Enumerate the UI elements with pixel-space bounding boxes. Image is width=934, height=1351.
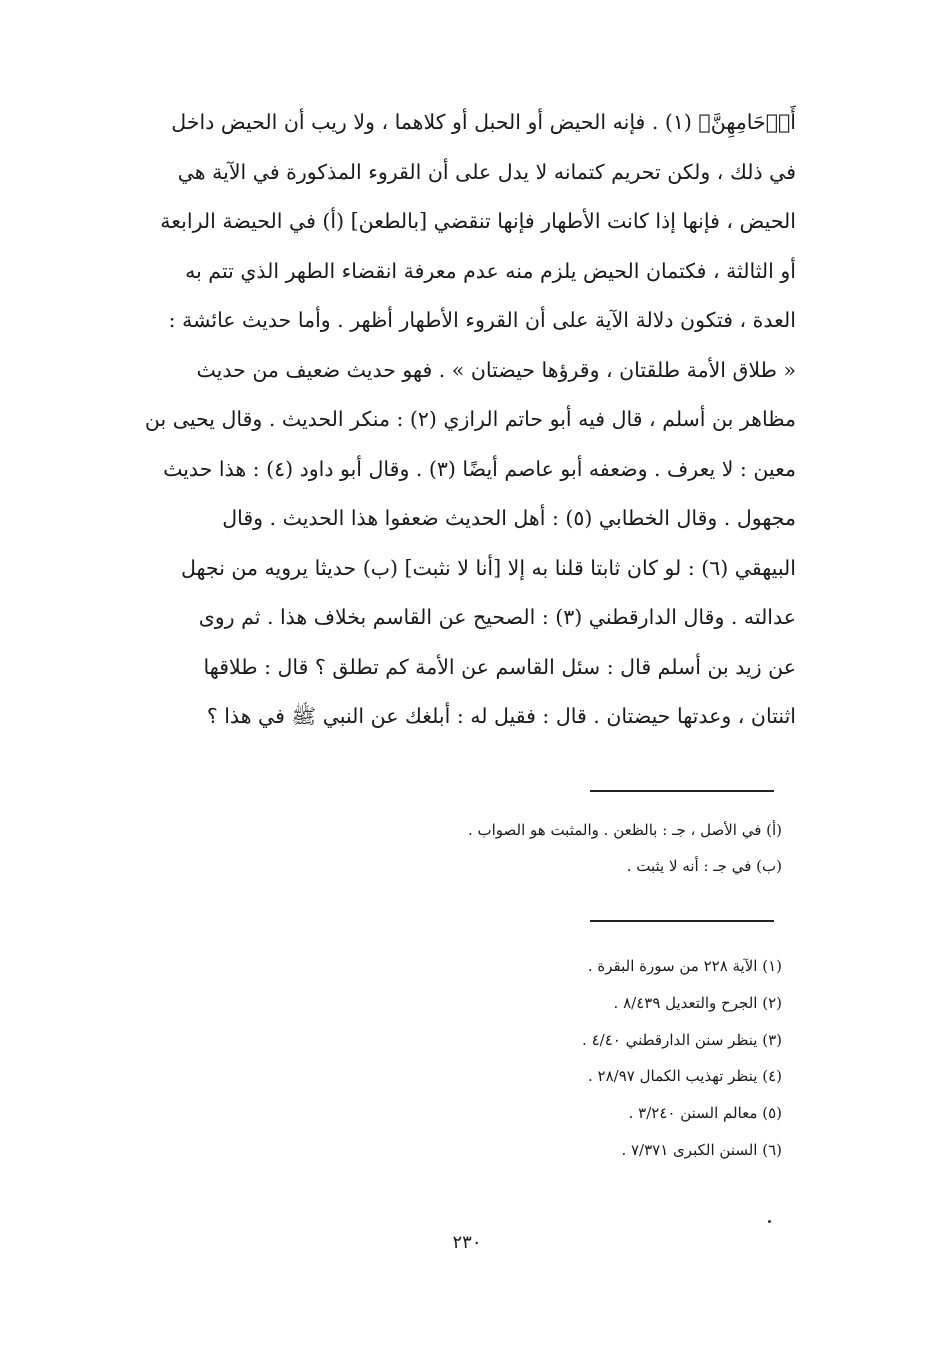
footnote: (٢) الجرح والتعديل ٨/٤٣٩ . [613, 993, 782, 1012]
body-line: مجهول . وقال الخطابي (٥) : أهل الحديث ضعفوا هذا الحديث . وقال [222, 506, 796, 530]
body-line: العدة ، فتكون دلالة الآية على أن القروء الأطهار أظهر . وأما حديث عائشة : [168, 308, 796, 332]
page-number: ٢٣٠ [452, 1232, 482, 1253]
body-line: « طلاق الأمة طلقتان ، وقرؤها حيضتان » . فهو حديث ضعيف من حديث [196, 357, 796, 382]
body-line: أو الثالثة ، فكتمان الحيض يلزم منه عدم معرفة انقضاء الطهر الذي تتم به [185, 258, 796, 283]
footnote: (١) الآية ٢٢٨ من سورة البقرة . [587, 957, 782, 975]
body-line: معين : لا يعرف . وضعفه أبو عاصم أيضًا (٣) . وقال أبو داود (٤) : هذا حديث [163, 456, 796, 481]
variant-notes [468, 812, 782, 884]
footnote: (٥) معالم السنن ٣/٢٤٠ . [628, 1104, 782, 1123]
body-text [120, 98, 796, 742]
body-line: عدالته . وقال الدارقطني (٣) : الصحيح عن القاسم بخلاف هذا . ثم روى [198, 605, 796, 629]
body-line: البيهقي (٦) : لو كان ثابتا قلنا به إلا [أنا لا نثبت] (ب) حديثا يرويه من نجهل [180, 555, 796, 580]
variant-note: (ب) في جـ : أنه لا يثبت . [626, 857, 782, 875]
body-line: عن زيد بن أسلم قال : سئل القاسم عن الأمة كم تطلق ؟ قال : طلاقها [203, 654, 796, 679]
footnote-divider [590, 920, 774, 922]
body-line: أَرۡحَامِهِنَّ﴾ (١) . فإنه الحيض أو الحبل أو كلاهما ، ولا ريب أن الحيض داخل [171, 110, 796, 134]
footnote: (٦) السنن الكبرى ٧/٣٧١ . [621, 1140, 782, 1159]
body-line: في ذلك ، ولكن تحريم كتمانه لا يدل على أن القروء المذكورة في الآية هي [177, 159, 796, 184]
variant-note: (أ) في الأصل ، جـ : بالظعن . والمثبت هو الصواب . [467, 821, 782, 839]
footnote-divider [590, 790, 774, 792]
stray-mark [768, 1220, 771, 1223]
footnote: (٤) ينظر تهذيب الكمال ٢٨/٩٧ . [588, 1067, 782, 1086]
body-line: الحيض ، فإنها إذا كانت الأطهار فإنها تنقضي [بالطعن] (أ) في الحيضة الرابعة [160, 209, 796, 233]
footnote: (٣) ينظر سنن الدارقطني ٤/٤٠ . [582, 1030, 782, 1049]
body-line: مظاهر بن أسلم ، قال فيه أبو حاتم الرازي (٢) : منكر الحديث . وقال يحيى بن [144, 407, 796, 431]
footnotes [582, 948, 782, 1169]
body-line: اثنتان ، وعدتها حيضتان . قال : فقيل له : أبلغك عن النبي ﷺ في هذا ؟ [206, 704, 796, 728]
